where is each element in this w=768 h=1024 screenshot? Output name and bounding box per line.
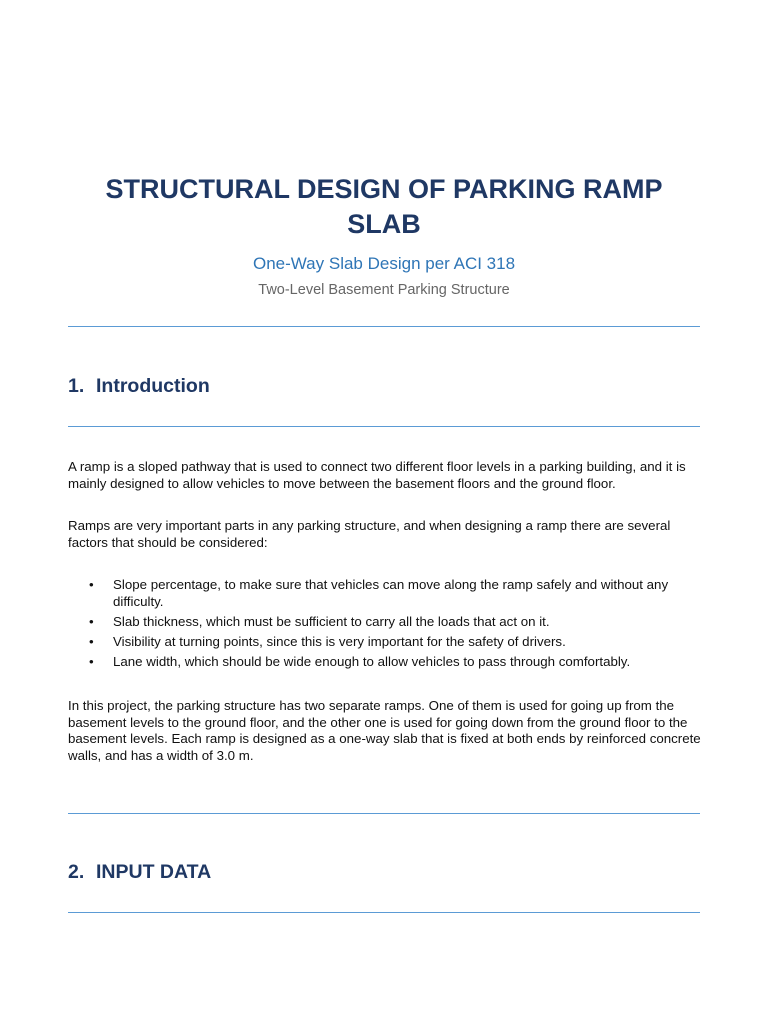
section-number: 2. xyxy=(68,861,85,883)
bullet-icon: • xyxy=(89,653,94,669)
list-item xyxy=(68,614,703,631)
section-title: Introduction xyxy=(96,375,210,397)
section-heading-introduction xyxy=(68,374,210,398)
list-item xyxy=(68,634,703,651)
intro-paragraph-1: A ramp is a sloped pathway that is used to connect two different floor levels in a parking building, and it is mainly designed to allow vehicles to move between the basement floors and the ground floor. xyxy=(68,459,686,491)
intro-paragraph-2: Ramps are very important parts in any parking structure, and when designing a ramp there are several factors that should be considered: xyxy=(68,518,671,550)
intro-paragraph-3: In this project, the parking structure has two separate ramps. One of them is used for going up from the basement levels to the ground floor, and the other one is used for going down from the ground floor to the basement levels. Each ramp is designed as a one-way slab that is fixed at both ends by reinforced concrete walls, and has a width of 3.0 m. xyxy=(68,698,701,763)
section-divider xyxy=(68,813,700,814)
section-divider xyxy=(68,426,700,427)
considerations-list xyxy=(68,577,708,674)
list-item-text: Visibility at turning points, since this is very important for the safety of drivers. xyxy=(113,633,566,649)
section-number: 1. xyxy=(68,375,85,397)
document-subtitle: One-Way Slab Design per ACI 318 xyxy=(252,254,516,273)
title-divider xyxy=(68,326,700,327)
section-title: INPUT DATA xyxy=(96,861,212,883)
list-item-text: Lane width, which should be wide enough to allow vehicles to pass through comfortably. xyxy=(113,653,631,669)
section-divider xyxy=(68,912,700,913)
bullet-icon: • xyxy=(89,613,94,629)
bullet-icon: • xyxy=(89,633,94,649)
list-item-text: Slab thickness, which must be sufficient to carry all the loads that act on it. xyxy=(113,613,550,629)
document-title: STRUCTURAL DESIGN OF PARKING RAMP SLAB xyxy=(105,174,663,239)
list-item xyxy=(68,654,703,671)
list-item xyxy=(68,577,703,610)
bullet-icon: • xyxy=(89,577,94,592)
section-heading-input-data xyxy=(68,860,211,884)
list-item-text: Slope percentage, to make sure that vehicles can move along the ramp safely and without any difficulty. xyxy=(113,577,669,609)
document-subsubtitle: Two-Level Basement Parking Structure xyxy=(258,282,510,298)
